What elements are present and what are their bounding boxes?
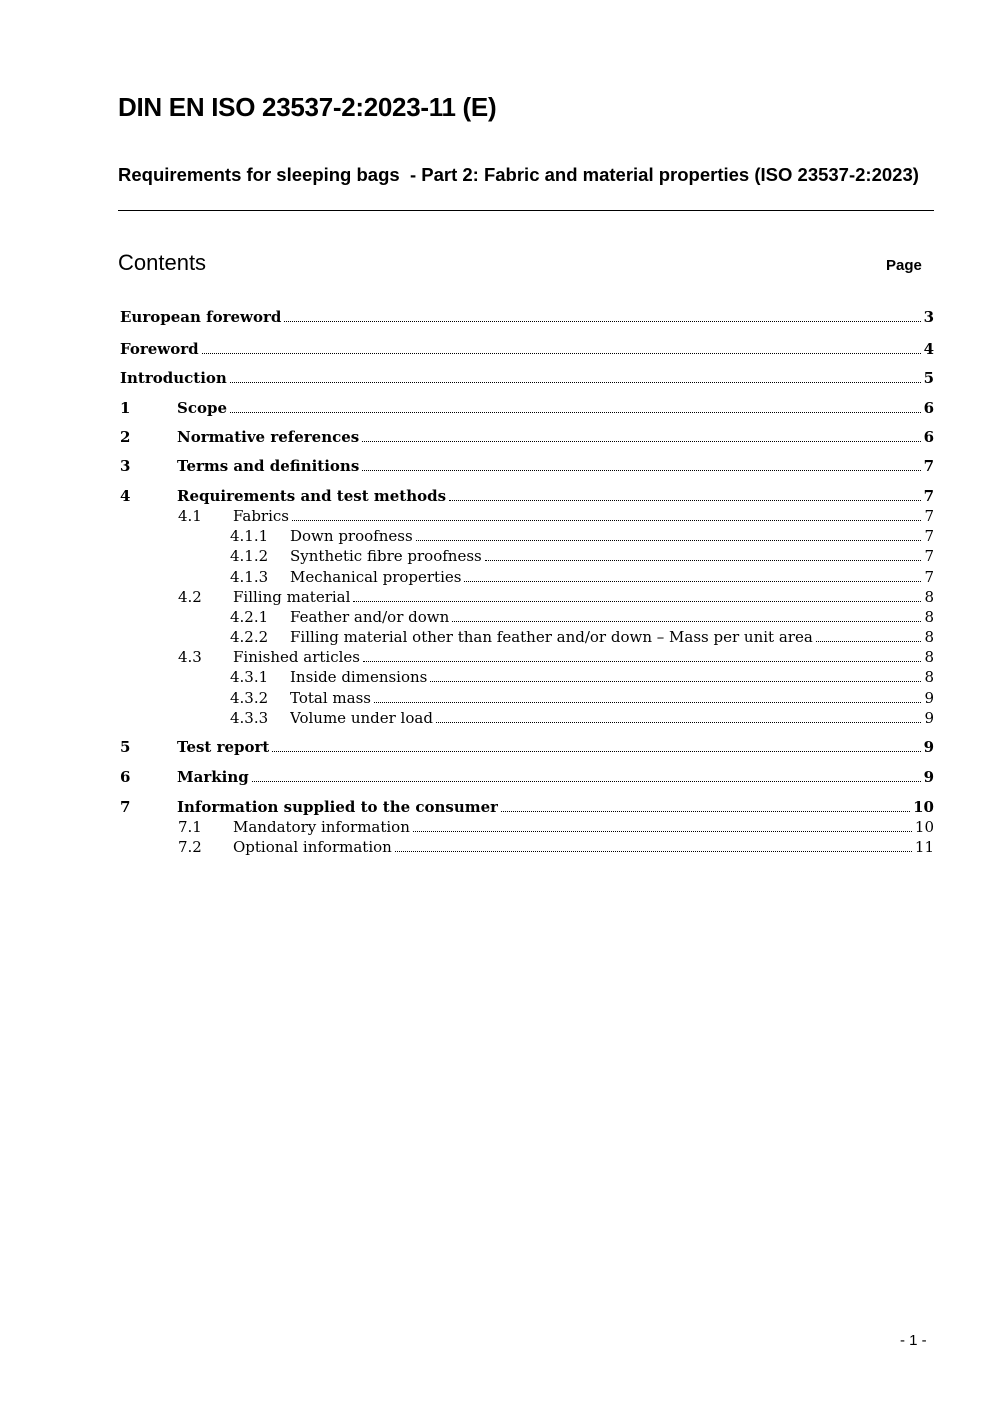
toc-number: 4.1.2 bbox=[230, 547, 269, 565]
toc-page: 6 bbox=[923, 428, 934, 446]
toc-leader bbox=[464, 581, 921, 582]
toc-title: Test report bbox=[177, 738, 270, 756]
toc-title: Normative references bbox=[177, 428, 360, 446]
toc-leader bbox=[374, 702, 921, 703]
toc-title: Requirements and test methods bbox=[177, 487, 447, 505]
toc-number: 6 bbox=[120, 768, 131, 786]
toc-entry-european-foreword[interactable] bbox=[120, 307, 934, 327]
toc-title: Mechanical properties bbox=[290, 568, 462, 586]
toc-entry-fabrics[interactable] bbox=[178, 506, 934, 526]
toc-page: 7 bbox=[924, 527, 934, 545]
toc-leader bbox=[416, 540, 921, 541]
toc-leader bbox=[230, 412, 921, 413]
toc-entry-finished-articles[interactable] bbox=[178, 647, 934, 667]
page-column-heading: Page bbox=[886, 257, 922, 274]
toc-page: 9 bbox=[923, 768, 934, 786]
toc-page: 9 bbox=[923, 738, 934, 756]
document-title: DIN EN ISO 23537-2:2023-11 (E) bbox=[118, 92, 497, 122]
toc-title: Marking bbox=[177, 768, 249, 786]
toc-leader bbox=[449, 500, 921, 501]
toc-page: 3 bbox=[923, 308, 934, 326]
toc-page: 8 bbox=[924, 628, 934, 646]
toc-entry-scope[interactable] bbox=[120, 398, 934, 418]
toc-leader bbox=[252, 781, 921, 782]
toc-entry-total-mass[interactable] bbox=[230, 688, 934, 708]
toc-entry-inside-dimensions[interactable] bbox=[230, 667, 934, 687]
toc-title: Introduction bbox=[120, 369, 227, 387]
toc-page: 6 bbox=[923, 399, 934, 417]
toc-entry-normative-references[interactable] bbox=[120, 427, 934, 447]
toc-entry-feather-and-down[interactable] bbox=[230, 607, 934, 627]
toc-page: 9 bbox=[924, 709, 934, 727]
toc-leader bbox=[292, 520, 921, 521]
toc-number: 7.2 bbox=[178, 838, 202, 856]
toc-entry-volume-under-load[interactable] bbox=[230, 708, 934, 728]
title-rule bbox=[118, 210, 934, 211]
toc-page: 7 bbox=[924, 568, 934, 586]
page-number-footer: - 1 - bbox=[900, 1332, 927, 1349]
toc-leader bbox=[501, 811, 910, 812]
toc-leader bbox=[230, 382, 921, 383]
document-subtitle: Requirements for sleeping bags - Part 2: Fabric and material properties (ISO 23537-2:2023) bbox=[118, 164, 919, 185]
toc-title: Terms and definitions bbox=[177, 457, 360, 475]
toc-leader bbox=[272, 751, 920, 752]
toc-leader bbox=[362, 470, 920, 471]
toc-leader bbox=[430, 681, 921, 682]
toc-leader bbox=[363, 661, 921, 662]
toc-entry-optional-information[interactable] bbox=[178, 837, 934, 857]
toc-entry-introduction[interactable] bbox=[120, 368, 934, 388]
toc-number: 4.1.1 bbox=[230, 527, 269, 545]
toc-entry-test-report[interactable] bbox=[120, 737, 934, 757]
toc-title: Volume under load bbox=[290, 709, 433, 727]
toc-number: 7.1 bbox=[178, 818, 202, 836]
toc-entry-foreword[interactable] bbox=[120, 339, 934, 359]
toc-entry-requirements-and-test-methods[interactable] bbox=[120, 486, 934, 506]
toc-entry-filling-material-other[interactable] bbox=[230, 627, 934, 647]
toc-number: 4.1.3 bbox=[230, 568, 269, 586]
toc-title: European foreword bbox=[120, 308, 282, 326]
toc-leader bbox=[362, 441, 920, 442]
toc-number: 2 bbox=[120, 428, 131, 446]
toc-page: 8 bbox=[924, 608, 934, 626]
toc-page: 8 bbox=[924, 648, 934, 666]
toc-number: 4.3.2 bbox=[230, 689, 269, 707]
toc-number: 3 bbox=[120, 457, 131, 475]
toc-entry-information-supplied[interactable] bbox=[120, 797, 934, 817]
toc-title: Filling material bbox=[233, 588, 351, 606]
toc-leader bbox=[202, 353, 921, 354]
contents-heading: Contents bbox=[118, 250, 207, 275]
toc-number: 4.2 bbox=[178, 588, 202, 606]
toc-number: 4.3 bbox=[178, 648, 202, 666]
toc-page: 11 bbox=[914, 838, 934, 856]
toc-entry-synthetic-fibre-proofness[interactable] bbox=[230, 546, 934, 566]
toc-number: 4.3.1 bbox=[230, 668, 269, 686]
toc-leader bbox=[284, 321, 920, 322]
toc-entry-terms-and-definitions[interactable] bbox=[120, 456, 934, 476]
toc-entry-marking[interactable] bbox=[120, 767, 934, 787]
toc-title: Down proofness bbox=[290, 527, 413, 545]
toc-number: 5 bbox=[120, 738, 131, 756]
toc-page: 7 bbox=[924, 507, 934, 525]
toc-title: Foreword bbox=[120, 340, 199, 358]
toc-leader bbox=[413, 831, 912, 832]
toc-number: 4.2.2 bbox=[230, 628, 269, 646]
toc-page: 7 bbox=[924, 547, 934, 565]
toc-page: 10 bbox=[914, 818, 934, 836]
toc-entry-filling-material[interactable] bbox=[178, 587, 934, 607]
toc-page: 7 bbox=[923, 487, 934, 505]
toc-title: Synthetic fibre proofness bbox=[290, 547, 482, 565]
toc-leader bbox=[485, 560, 921, 561]
toc-page: 10 bbox=[913, 798, 934, 816]
toc-leader bbox=[452, 621, 921, 622]
toc-page: 8 bbox=[924, 588, 934, 606]
toc-title: Mandatory information bbox=[233, 818, 410, 836]
toc-number: 4.3.3 bbox=[230, 709, 269, 727]
toc-number: 7 bbox=[120, 798, 131, 816]
toc-page: 7 bbox=[923, 457, 934, 475]
toc-number: 1 bbox=[120, 399, 131, 417]
toc-number: 4.2.1 bbox=[230, 608, 269, 626]
toc-leader bbox=[436, 722, 921, 723]
toc-entry-mechanical-properties[interactable] bbox=[230, 567, 934, 587]
toc-title: Scope bbox=[177, 399, 228, 417]
toc-number: 4 bbox=[120, 487, 131, 505]
toc-title: Fabrics bbox=[233, 507, 290, 525]
toc-page: 4 bbox=[923, 340, 934, 358]
toc-page: 9 bbox=[924, 689, 934, 707]
toc-title: Optional information bbox=[233, 838, 392, 856]
toc-leader bbox=[395, 851, 912, 852]
toc-leader bbox=[816, 641, 921, 642]
toc-title: Total mass bbox=[290, 689, 371, 707]
toc-page: 8 bbox=[924, 668, 934, 686]
toc-title: Information supplied to the consumer bbox=[177, 798, 499, 816]
toc-number: 4.1 bbox=[178, 507, 202, 525]
toc-title: Inside dimensions bbox=[290, 668, 428, 686]
toc-entry-down-proofness[interactable] bbox=[230, 526, 934, 546]
toc-title: Feather and/or down bbox=[290, 608, 450, 626]
toc-page: 5 bbox=[923, 369, 934, 387]
toc-leader bbox=[353, 601, 921, 602]
toc-title: Filling material other than feather and/or down – Mass per unit area bbox=[290, 628, 813, 646]
toc-title: Finished articles bbox=[233, 648, 360, 666]
toc-entry-mandatory-information[interactable] bbox=[178, 817, 934, 837]
